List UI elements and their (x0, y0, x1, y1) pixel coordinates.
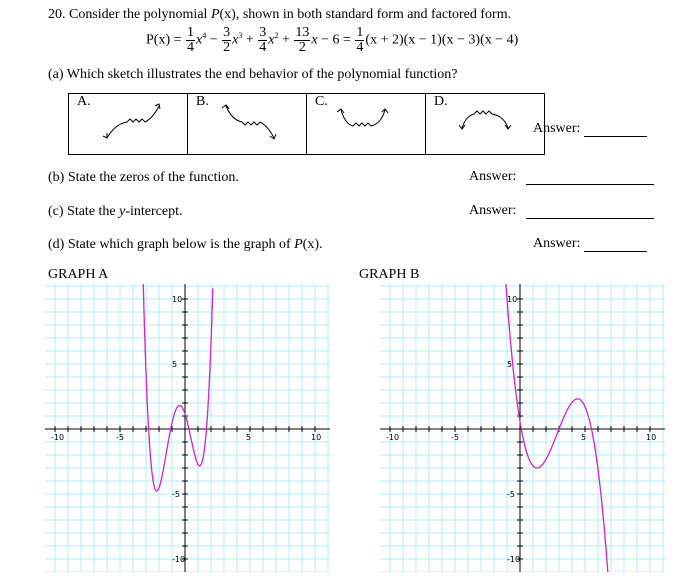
grid (380, 284, 665, 572)
sketch-option-d[interactable]: D. (426, 94, 545, 155)
part-c-question: (c) State the y-intercept. (48, 204, 183, 219)
x-tick-label: 10 (311, 433, 322, 442)
fraction: $\frac{3}{4}$ (259, 25, 267, 55)
x-tick-label: -10 (51, 433, 65, 442)
x-tick-label: 10 (646, 433, 657, 442)
graph-b-title: GRAPH B (359, 267, 420, 282)
part-b-answer-blank[interactable] (526, 172, 654, 185)
part-c-answer-blank[interactable] (526, 206, 654, 219)
part-b-question: (b) State the zeros of the function. (48, 170, 239, 185)
fraction: $\frac{1}{4}$ (356, 25, 364, 55)
y-tick-label: 10 (172, 295, 183, 304)
x-tick-label: 5 (246, 433, 252, 442)
part-a-question: (a) Which sketch illustrates the end behavior of the polynomial function? (48, 67, 458, 82)
part-d-question: (d) State which graph below is the graph of P(x). (48, 237, 323, 252)
sketch-option-b[interactable]: B. (188, 94, 307, 155)
part-b-answer: Answer: (469, 169, 654, 185)
polynomial-equation: P(x) = $\frac{1}{4}$ $x^4$ − $\frac{3}{2}$ $x^3$ + $\frac{3}{4}$ $x^2$ + $\frac{13}{2}$ x − 6 = $\frac{1}{4}$ (x + 2)(x − 1)(x − 3)(x − 4) (146, 25, 519, 55)
sketch-option-c[interactable]: C. (307, 94, 426, 155)
part-d-answer-blank[interactable] (584, 239, 647, 252)
fraction: $\frac{1}{4}$ (187, 25, 195, 55)
part-a-answer-blank[interactable] (584, 124, 647, 137)
graph-a-title: GRAPH A (48, 267, 109, 282)
fraction: $\frac{13}{2}$ (295, 25, 310, 55)
y-tick-label: 5 (507, 360, 513, 369)
x-tick-label: -5 (451, 433, 459, 442)
y-tick-label: -5 (507, 490, 515, 499)
sketch-a-icon (69, 94, 187, 154)
graph-a (45, 284, 330, 572)
part-c-answer: Answer: (469, 203, 654, 219)
y-tick-label: -5 (172, 490, 180, 499)
part-a-answer: Answer: (533, 121, 647, 137)
end-behavior-sketch-table (68, 93, 545, 155)
sketch-b-icon (188, 94, 306, 154)
problem-number: 20. (48, 7, 66, 22)
sketch-d-icon (426, 94, 544, 154)
part-d-answer: Answer: (533, 236, 647, 252)
graph-b (380, 284, 665, 572)
polynomial-curve (506, 284, 608, 572)
grid (45, 284, 330, 572)
x-tick-label: 5 (581, 433, 587, 442)
y-tick-label: 10 (507, 295, 518, 304)
x-tick-label: -5 (116, 433, 124, 442)
y-tick-label: -10 (172, 555, 186, 564)
y-tick-label: 5 (172, 360, 178, 369)
sketch-c-icon (307, 94, 425, 154)
problem-statement: 20. Consider the polynomial P(x), shown in both standard form and factored form. (48, 7, 512, 22)
fraction: $\frac{3}{2}$ (223, 25, 231, 55)
y-tick-label: -10 (507, 555, 521, 564)
x-tick-label: -10 (386, 433, 400, 442)
polynomial-curve (143, 284, 213, 491)
sketch-option-a[interactable]: A. (69, 94, 188, 155)
